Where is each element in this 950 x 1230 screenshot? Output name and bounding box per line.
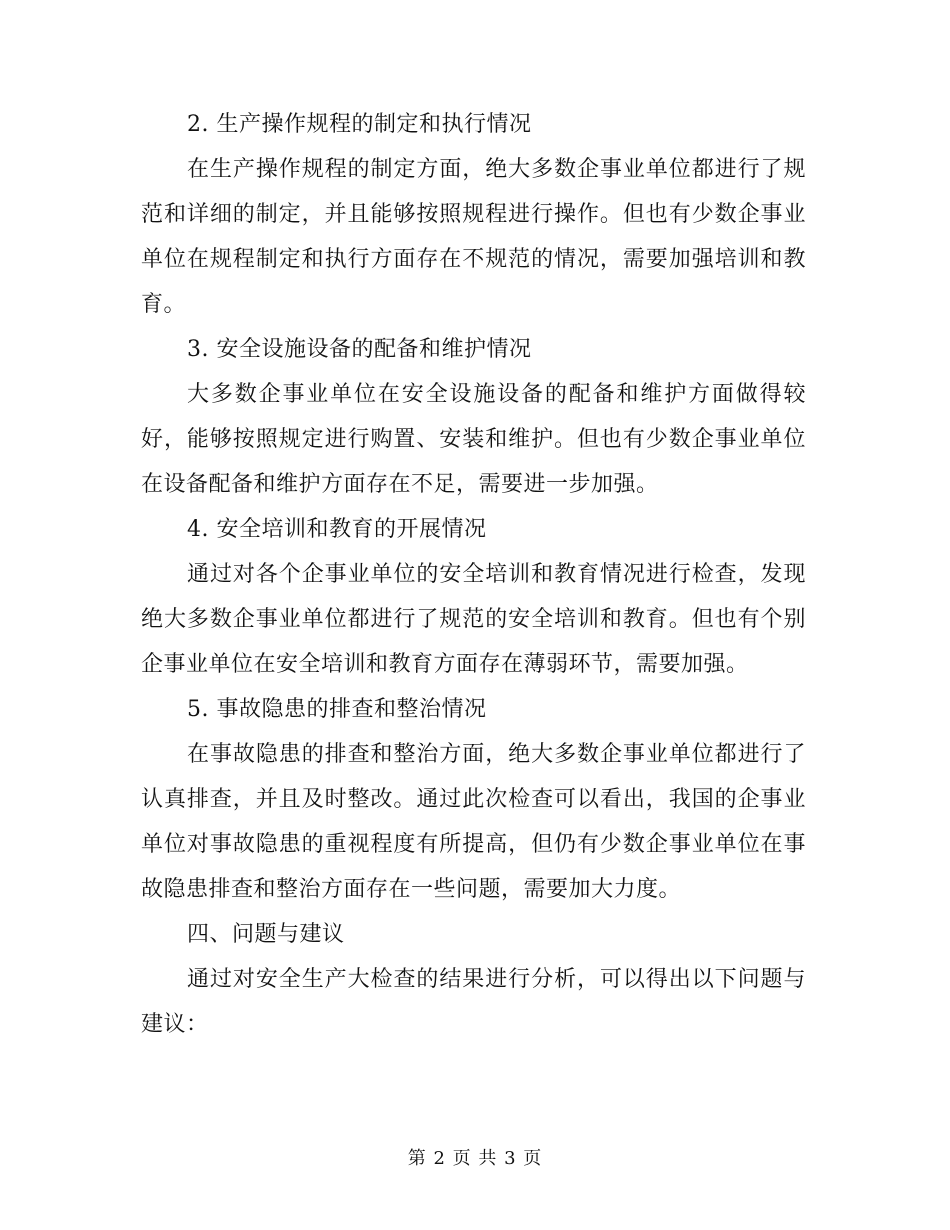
paragraph-issues-body: 通过对安全生产大检查的结果进行分析，可以得出以下问题与建议： bbox=[141, 967, 806, 1037]
paragraph-4-body: 通过对各个企事业单位的安全培训和教育情况进行检查，发现绝大多数企事业单位都进行了规范的安全培训和教育。但也有个别企事业单位在安全培训和教育方面存在薄弱环节，需要加强。 bbox=[141, 562, 806, 677]
paragraph-3-body: 大多数企事业单位在安全设施设备的配备和维护方面做得较好，能够按照规定进行购置、安装和维护。但也有少数企事业单位在设备配备和维护方面存在不足，需要进一步加强。 bbox=[141, 382, 806, 497]
page-number-footer: 第 2 页 共 3 页 bbox=[407, 1148, 543, 1169]
section-heading-2: 2. 生产操作规程的制定和执行情况 bbox=[187, 112, 532, 137]
section-heading-3: 3. 安全设施设备的配备和维护情况 bbox=[187, 337, 532, 362]
paragraph-5-body: 在事故隐患的排查和整治方面，绝大多数企事业单位都进行了认真排查，并且及时整改。通过此次检查可以看出，我国的企事业单位对事故隐患的重视程度有所提高，但仍有少数企事业单位在事故隐患排查和整治方面存在一些问题，需要加大力度。 bbox=[141, 742, 806, 902]
document-body bbox=[141, 102, 806, 1047]
section-heading-issues: 四、问题与建议 bbox=[187, 922, 345, 947]
section-heading-5: 5. 事故隐患的排查和整治情况 bbox=[187, 697, 487, 722]
section-heading-4: 4. 安全培训和教育的开展情况 bbox=[187, 517, 487, 542]
paragraph-2-body: 在生产操作规程的制定方面，绝大多数企事业单位都进行了规范和详细的制定，并且能够按照规程进行操作。但也有少数企事业单位在规程制定和执行方面存在不规范的情况，需要加强培训和教育。 bbox=[141, 157, 806, 317]
